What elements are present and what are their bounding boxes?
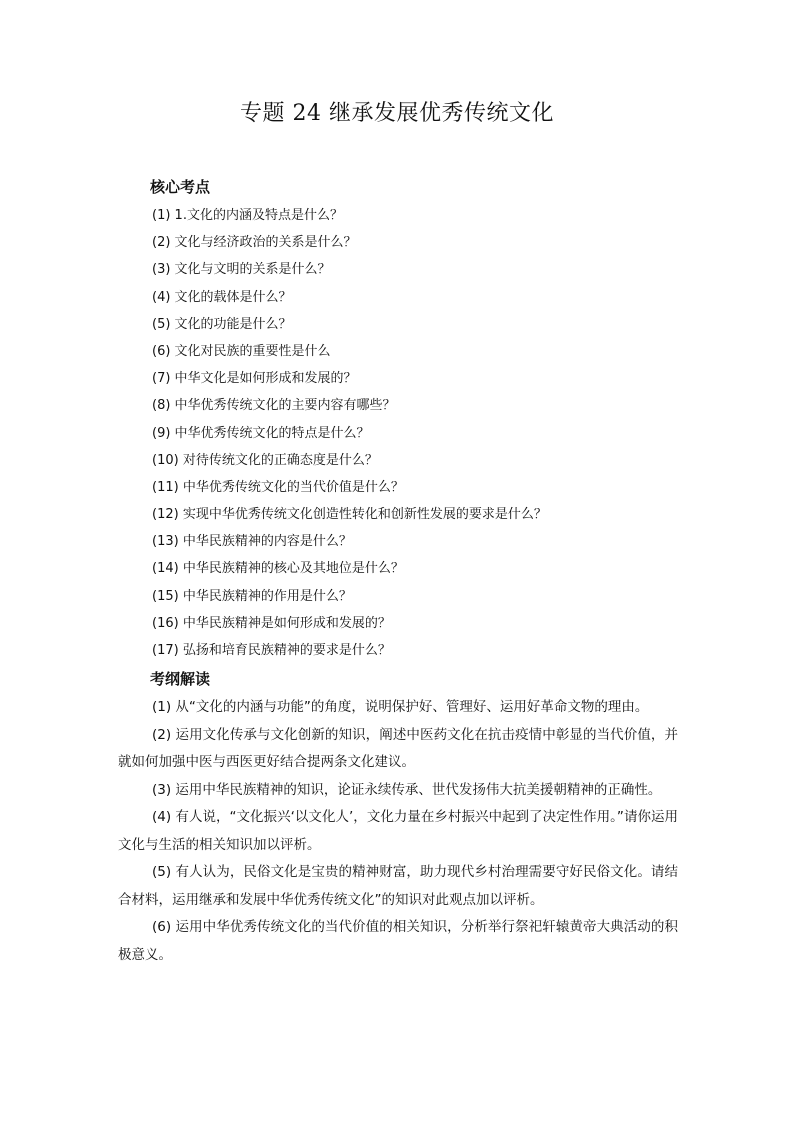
core-point-item: (4) 文化的载体是什么？ (152, 289, 292, 305)
core-point-item: (10) 对待传统文化的正确态度是什么？ (152, 452, 378, 468)
syllabus-paragraph: (3) 运用中华民族精神的知识，论证永续传承、世代发扬伟大抗美援朝精神的正确性。 (152, 781, 662, 798)
page-title: 专题 24 继承发展优秀传统文化 (240, 101, 554, 126)
core-point-item: (8) 中华优秀传统文化的主要内容有哪些？ (152, 398, 396, 414)
core-point-item: (9) 中华优秀传统文化的特点是什么？ (152, 425, 370, 441)
core-point-item: (2) 文化与经济政治的关系是什么？ (152, 235, 357, 251)
core-point-item: (12) 实现中华优秀传统文化创造性转化和创新性发展的要求是什么？ (152, 507, 547, 523)
syllabus-body (118, 694, 678, 969)
core-point-item: (5) 文化的功能是什么？ (152, 316, 292, 332)
syllabus-paragraph: (6) 运用中华优秀传统文化的当代价值的相关知识，分析举行祭祀轩辕黄帝大典活动的积极意义。 (118, 919, 678, 963)
syllabus-heading: 考纲解读 (150, 670, 211, 688)
syllabus-paragraph: (2) 运用文化传承与文化创新的知识，阐述中医药文化在抗击疫情中彰显的当代价值，并就如何加强中医与西医更好结合提两条文化建议。 (118, 726, 678, 770)
syllabus-paragraph: (4) 有人说，“文化振兴‘以文化人’，文化力量在乡村振兴中起到了决定性作用。”请你运用文化与生活的相关知识加以评析。 (118, 809, 678, 853)
core-point-item: (14) 中华民族精神的核心及其地位是什么？ (152, 561, 404, 577)
syllabus-paragraph: (5) 有人认为，民俗文化是宝贵的精神财富，助力现代乡村治理需要守好民俗文化。请结合材料，运用继承和发展中华优秀传统文化”的知识对此观点加以评析。 (118, 864, 678, 908)
core-point-item: (16) 中华民族精神是如何形成和发展的？ (152, 615, 391, 631)
core-point-item: (1) 1.文化的内涵及特点是什么？ (152, 208, 343, 223)
core-point-item: (11) 中华优秀传统文化的当代价值是什么？ (152, 479, 404, 495)
core-point-item: (7) 中华文化是如何形成和发展的？ (152, 371, 357, 387)
core-point-item: (13) 中华民族精神的内容是什么？ (152, 534, 352, 550)
core-point-item: (3) 文化与文明的关系是什么？ (152, 262, 331, 278)
core-point-item: (6) 文化对民族的重要性是什么 (152, 343, 331, 359)
core-point-item: (15) 中华民族精神的作用是什么？ (152, 588, 352, 604)
core-point-item: (17) 弘扬和培育民族精神的要求是什么？ (152, 643, 391, 658)
core-points-heading: 核心考点 (150, 178, 211, 196)
core-points-list (152, 202, 547, 664)
syllabus-paragraph: (1) 从“文化的内涵与功能”的角度，说明保护好、管理好、运用好革命文物的理由。 (152, 699, 649, 715)
